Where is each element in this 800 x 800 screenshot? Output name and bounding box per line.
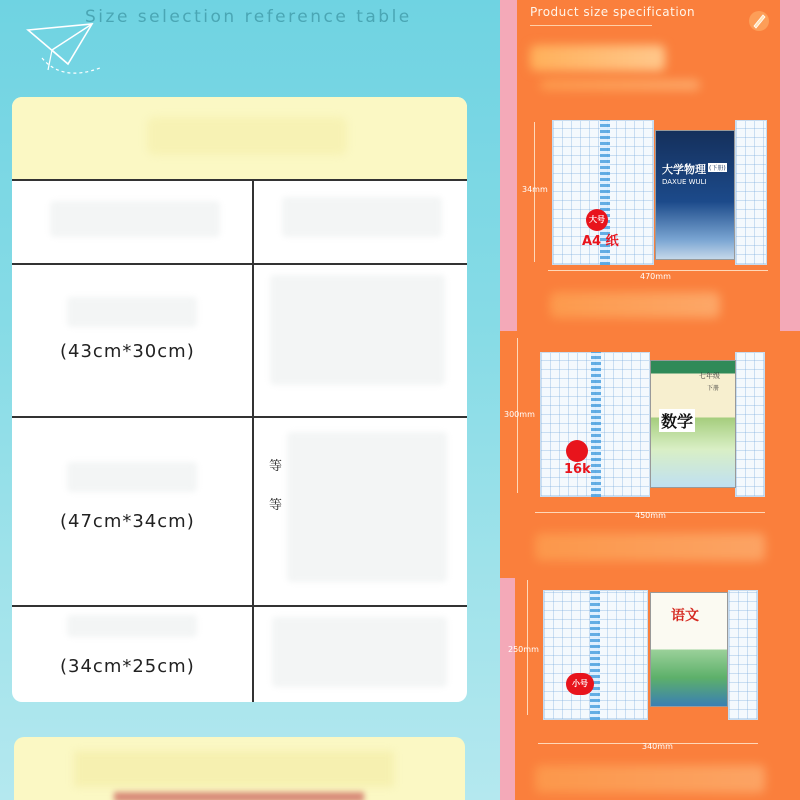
book-title: 数学 bbox=[659, 409, 695, 432]
height-dimension: 250mm bbox=[508, 645, 539, 654]
blurred-cell bbox=[67, 462, 197, 492]
width-dimension: 340mm bbox=[642, 742, 673, 751]
note-card bbox=[14, 737, 465, 800]
adhesive-strip bbox=[590, 590, 600, 720]
table-row-size: (34cm*25cm) bbox=[60, 656, 195, 677]
book-title: 大学物理 bbox=[662, 163, 706, 176]
size-badge-text: A4 纸 bbox=[582, 234, 619, 249]
cover-sheet-flap bbox=[735, 352, 765, 497]
book-subtitle: (下册) bbox=[709, 165, 726, 172]
table-header bbox=[12, 97, 467, 179]
cover-sheet-flap bbox=[735, 120, 767, 265]
book-title: 语文 bbox=[671, 608, 699, 624]
note-blur bbox=[74, 751, 394, 787]
book-pinyin: DAXUE WULI bbox=[662, 178, 707, 186]
paper-plane-icon bbox=[22, 20, 102, 82]
blurred-subheading bbox=[540, 80, 700, 90]
blurred-cell bbox=[287, 432, 447, 582]
width-dimension: 470mm bbox=[640, 272, 671, 281]
blurred-caption bbox=[535, 765, 765, 793]
table-column-divider bbox=[252, 179, 254, 702]
panel-title: Size selection reference table bbox=[85, 7, 412, 27]
blurred-cell bbox=[50, 201, 220, 237]
pencil-icon bbox=[748, 10, 770, 32]
table-divider bbox=[12, 179, 467, 181]
cell-text: 等 bbox=[269, 498, 283, 513]
size-table bbox=[12, 97, 467, 702]
book-volume: 下册 bbox=[707, 385, 720, 392]
blurred-cell bbox=[270, 275, 445, 385]
blurred-heading bbox=[530, 45, 665, 71]
size-badge: 小号 bbox=[566, 673, 594, 695]
book-grade: 七年级 bbox=[699, 372, 720, 380]
width-dimension-line bbox=[548, 270, 768, 271]
table-row-size: (47cm*34cm) bbox=[60, 511, 195, 532]
note-red-text bbox=[114, 792, 364, 800]
table-divider bbox=[12, 263, 467, 265]
cell-text: 等 bbox=[269, 459, 283, 474]
table-divider bbox=[12, 416, 467, 418]
blurred-caption bbox=[550, 292, 720, 318]
book-cover-math bbox=[650, 360, 736, 488]
blurred-cell bbox=[282, 197, 442, 237]
blurred-cell bbox=[272, 617, 447, 687]
title-underline bbox=[530, 25, 652, 26]
adhesive-strip bbox=[591, 352, 601, 497]
book-cover-chinese bbox=[650, 592, 728, 707]
width-dimension: 450mm bbox=[635, 511, 666, 520]
table-divider bbox=[12, 605, 467, 607]
blurred-cell bbox=[67, 615, 197, 637]
size-badge: 大号 bbox=[586, 209, 608, 231]
spec-title: Product size specification bbox=[530, 5, 696, 19]
size-badge-text: 16k bbox=[564, 462, 591, 477]
table-row-size: (43cm*30cm) bbox=[60, 341, 195, 362]
height-dimension: 34mm bbox=[522, 185, 548, 194]
cover-sheet-flap bbox=[728, 590, 758, 720]
height-dimension: 300mm bbox=[504, 410, 535, 419]
size-badge bbox=[566, 440, 588, 462]
blurred-cell bbox=[67, 297, 197, 327]
book-cover-physics bbox=[655, 130, 735, 260]
header-blur bbox=[147, 117, 347, 155]
blurred-caption bbox=[535, 533, 765, 561]
